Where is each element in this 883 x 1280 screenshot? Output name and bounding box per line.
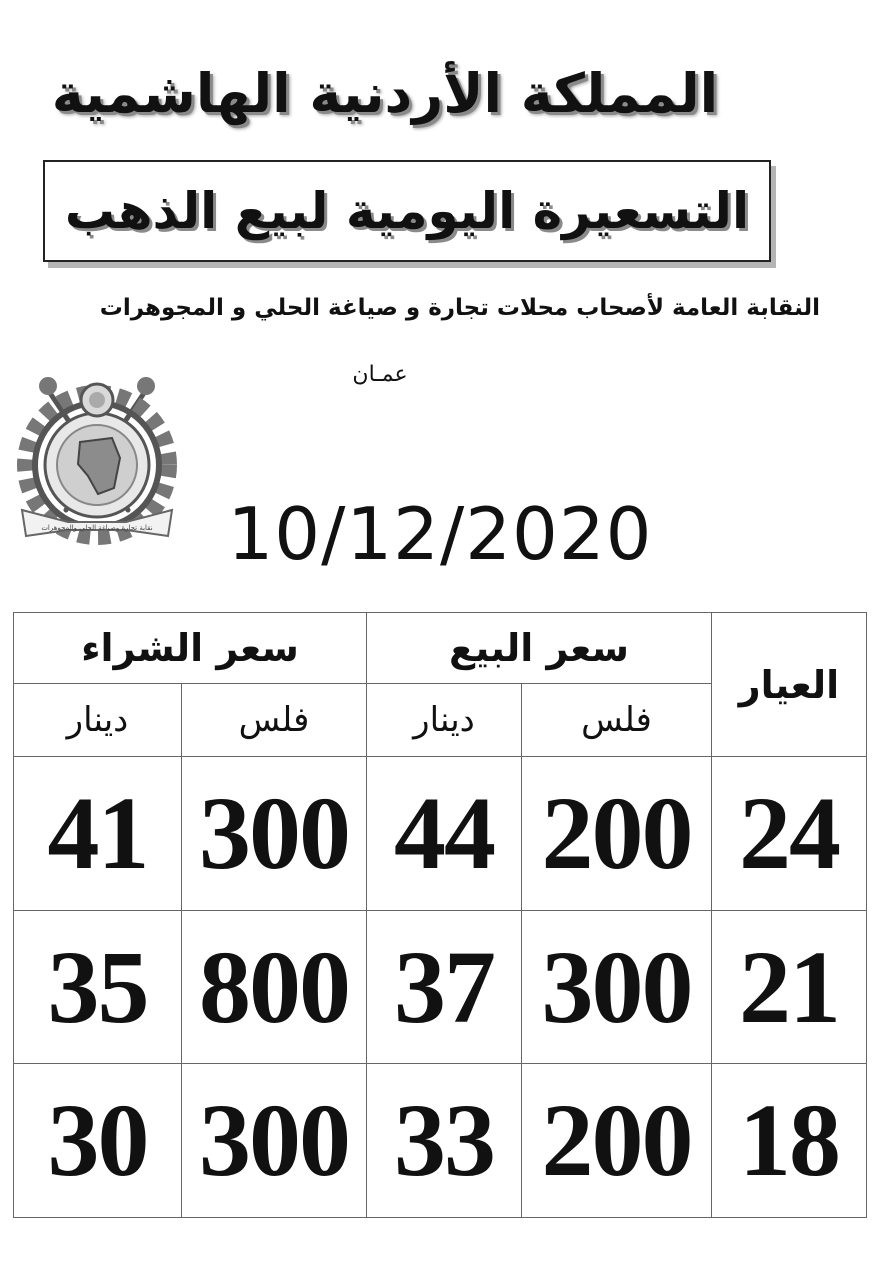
table-row	[14, 910, 867, 1064]
karat-cell: 24	[712, 757, 867, 911]
sell-fils-cell: 200	[522, 757, 712, 911]
sell-fils-header: فلس	[522, 684, 712, 757]
page-title: المملكة الأردنية الهاشمية	[51, 62, 719, 125]
buy-dinar-header: دينار	[14, 684, 182, 757]
karat-cell: 18	[712, 1064, 867, 1218]
city-name: عمـان	[352, 362, 408, 387]
karat-cell: 21	[712, 910, 867, 1064]
buy-dinar-cell: 35	[14, 910, 182, 1064]
sell-dinar-header: دينار	[367, 684, 522, 757]
karat-header: العيار	[712, 613, 867, 757]
gold-price-table	[13, 612, 867, 1218]
table-row	[14, 757, 867, 911]
sell-price-header: سعر البيع	[367, 613, 712, 684]
buy-fils-cell: 300	[182, 757, 367, 911]
table-header-row	[14, 613, 867, 684]
buy-price-header: سعر الشراء	[14, 613, 367, 684]
page-subtitle: التسعيرة اليومية لبيع الذهب	[64, 182, 750, 240]
sell-dinar-cell: 33	[367, 1064, 522, 1218]
sell-dinar-cell: 37	[367, 910, 522, 1064]
union-name: النقابة العامة لأصحاب محلات تجارة و صياغة الحلي و المجوهرات	[99, 295, 820, 321]
syndicate-emblem-icon	[8, 360, 186, 552]
buy-fils-header: فلس	[182, 684, 367, 757]
table-row	[14, 1064, 867, 1218]
buy-fils-cell: 300	[182, 1064, 367, 1218]
buy-dinar-cell: 41	[14, 757, 182, 911]
sell-fils-cell: 200	[522, 1064, 712, 1218]
subtitle-box	[43, 160, 771, 262]
sell-fils-cell: 300	[522, 910, 712, 1064]
buy-dinar-cell: 30	[14, 1064, 182, 1218]
svg-text:نقابة تجارة وصياغة الحلي والمج: نقابة تجارة وصياغة الحلي والمجوهرات	[41, 524, 153, 532]
pricing-date: 10/12/2020	[227, 492, 653, 576]
buy-fils-cell: 800	[182, 910, 367, 1064]
sell-dinar-cell: 44	[367, 757, 522, 911]
